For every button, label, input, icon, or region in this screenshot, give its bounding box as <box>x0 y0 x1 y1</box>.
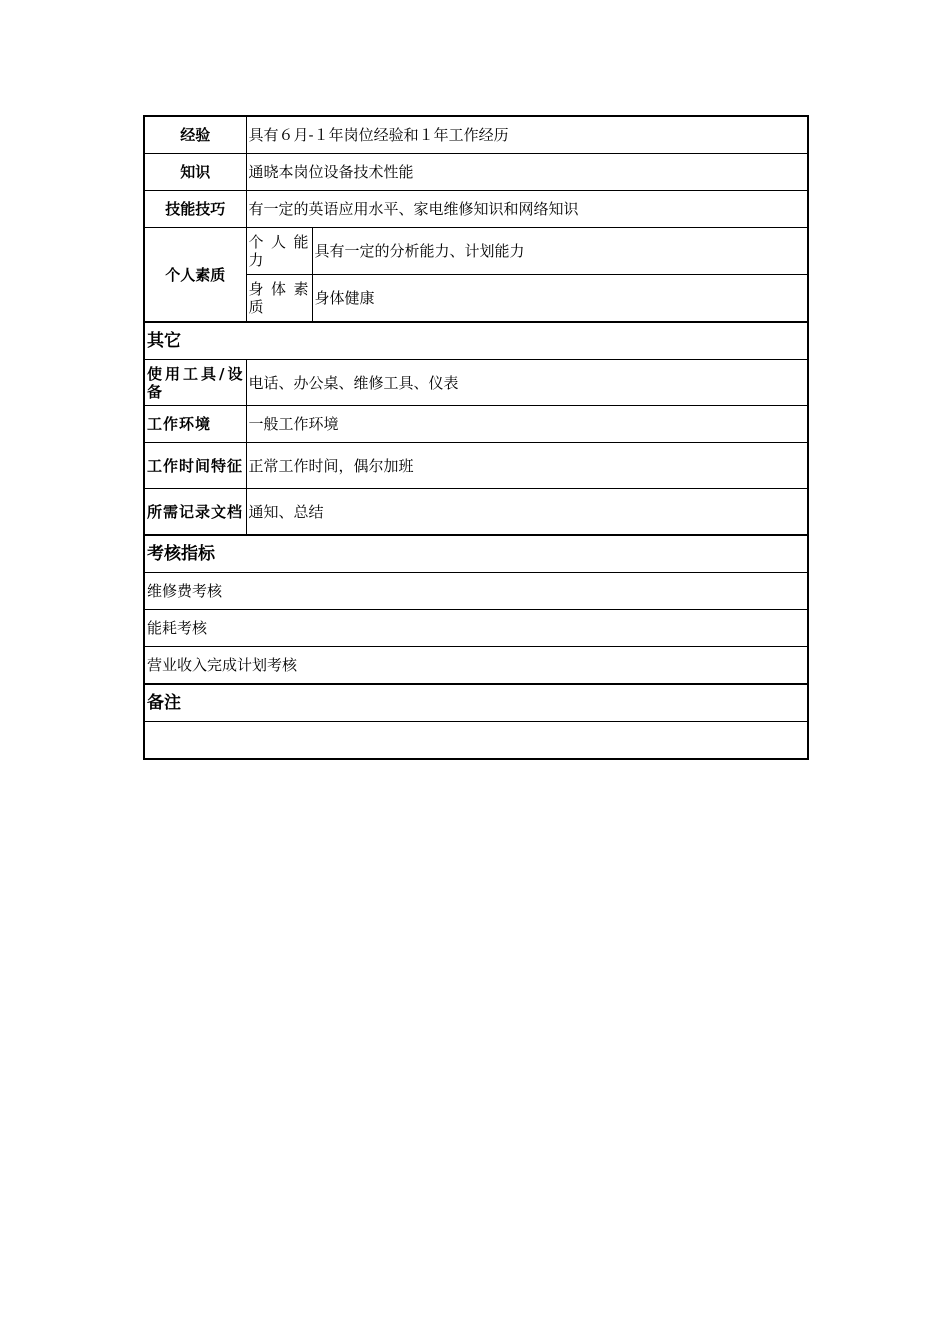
hours-label: 工作时间特征 <box>144 443 246 489</box>
experience-label: 经验 <box>144 116 246 154</box>
assessment-item-row <box>144 573 808 610</box>
knowledge-label: 知识 <box>144 154 246 191</box>
assessment-item-row <box>144 610 808 647</box>
physical-quality-label: 身体素质 <box>246 275 312 323</box>
job-description-page <box>143 115 807 760</box>
assessment-item: 营业收入完成计划考核 <box>144 647 808 685</box>
assessment-item-row <box>144 647 808 685</box>
knowledge-row <box>144 154 808 191</box>
hours-value: 正常工作时间，偶尔加班 <box>246 443 808 489</box>
records-row <box>144 489 808 536</box>
assessment-item: 能耗考核 <box>144 610 808 647</box>
personal-quality-label: 个人素质 <box>144 228 246 323</box>
environment-value: 一般工作环境 <box>246 406 808 443</box>
skills-row <box>144 191 808 228</box>
experience-row <box>144 116 808 154</box>
records-label: 所需记录文档 <box>144 489 246 536</box>
environment-label: 工作环境 <box>144 406 246 443</box>
tools-value: 电话、办公桌、维修工具、仪表 <box>246 360 808 406</box>
remarks-content <box>144 722 808 760</box>
environment-row <box>144 406 808 443</box>
assessment-item: 维修费考核 <box>144 573 808 610</box>
other-section-title: 其它 <box>144 322 808 360</box>
experience-value: 具有６月-１年岗位经验和１年工作经历 <box>246 116 808 154</box>
personal-ability-value: 具有一定的分析能力、计划能力 <box>312 228 808 275</box>
hours-row <box>144 443 808 489</box>
assessment-section-title: 考核指标 <box>144 535 808 573</box>
personal-ability-row <box>144 228 808 275</box>
records-value: 通知、总结 <box>246 489 808 536</box>
knowledge-value: 通晓本岗位设备技术性能 <box>246 154 808 191</box>
physical-quality-value: 身体健康 <box>312 275 808 323</box>
assessment-section-row <box>144 535 808 573</box>
skills-value: 有一定的英语应用水平、家电维修知识和网络知识 <box>246 191 808 228</box>
other-section-row <box>144 322 808 360</box>
skills-label: 技能技巧 <box>144 191 246 228</box>
remarks-content-row <box>144 722 808 760</box>
job-description-table <box>143 115 809 760</box>
tools-label: 使用工具/设备 <box>144 360 246 406</box>
personal-ability-label: 个人能力 <box>246 228 312 275</box>
remarks-section-title: 备注 <box>144 684 808 722</box>
remarks-section-row <box>144 684 808 722</box>
tools-row <box>144 360 808 406</box>
